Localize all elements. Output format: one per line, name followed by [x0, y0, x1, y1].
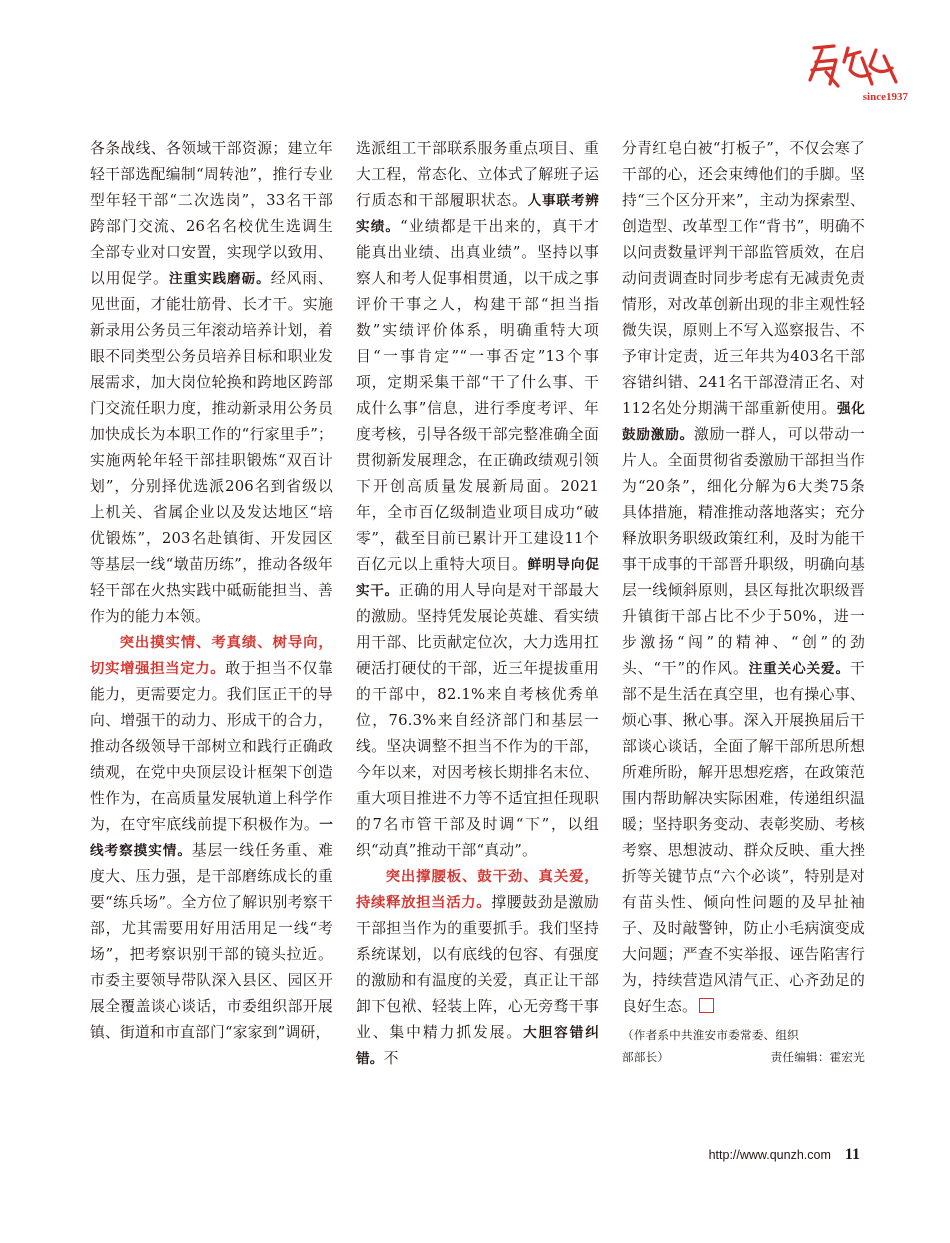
subheading-keyword: 强化鼓励激励。: [622, 401, 865, 443]
article-column-2: [356, 136, 599, 1072]
body-text: 激励一群人，可以带动一片人。全面贯彻省委激励干部担当作为“20条”，细化分解为6大类75条具体措施，精准推动落地落实；充分释放职务职级政策红利，及时为能干事干成事的干部晋升职级，明确向基层一线倾斜原则，县区每批次职级晋升镇街干部占比不少于50%，进一步激扬“闯”的精神、“创”的劲头、“干”的作风。: [622, 426, 866, 677]
author-note-line: （作者系中共淮安市委常委、组织: [622, 1028, 799, 1042]
body-text: 正确的用人导向是对干部最大的激励。坚持凭发展论英雄、看实绩用干部、比贡献定位次，大力选用扛硬活打硬仗的干部，近三年提拔重用的干部中，82.1%来自考核优秀单位，76.3%来自经济部门和基层一线。坚决调整不担当不作为的干部，今年以来，对因考核长期排名末位、重大项目推进不力等不适宜担任现职的7名市管干部及时调“下”，以组织“动真”推动干部“真动”。: [356, 582, 599, 859]
body-text: “业绩都是干出来的，真干才能真出业绩、出真业绩”。坚持以事察人和考人促事相贯通，以干成之事评价干事之人，构建干部“担当指数”实绩评价体系，明确重特大项目“一事肯定”“一事否定”13个事项，定期采集干部“干了什么事、干成什么事”信息，进行季度考评、年度考核，引导各级干部完整准确全面贯彻新发展理念，在正确政绩观引领下开创高质量发展新局面。2021年，全市百亿级制造业项目成功“破零”，截至目前已累计开工建设11个百亿元以上重特大项目。: [356, 218, 599, 573]
subheading-keyword: 人事联考辨实绩。: [356, 193, 600, 235]
body-text: 选派组工干部联系服务重点项目、重大工程，常态化、立体式了解班子运行质态和干部履职状态。: [356, 140, 599, 209]
body-text: 经风雨、见世面，才能壮筋骨、长才干。实施新录用公务员三年滚动培养计划，着眼不同类型公务员培养目标和职业发展需求，加大岗位轮换和跨地区跨部门交流任职力度，推动新录用公务员加快成长为本职工作的“行家里手”；实施两轮年轻干部挂职锻炼“双百计划”，分别择优选派206名到省级以上机关、省属企业以及发达地区“培优锻炼”，203名赴镇街、开发园区等基层一线“墩苗历练”，推动各级年轻干部在火热实践中砥砺能担当、善作为的能力本领。: [90, 270, 333, 625]
responsible-editor: 责任编辑：霍宏光: [770, 1050, 865, 1064]
body-text: 敢于担当不仅靠能力，更需要定力。我们匡正干的导向、增强干的动力、形成干的合力，推动各级领导干部树立和践行正确政绩观，在党中央顶层设计框架下创造性作为，在高质量发展轨道上科学作为，在守牢底线前提下积极作为。: [90, 660, 333, 833]
page-number: 11: [844, 1146, 860, 1163]
subheading-keyword: 注重实践磨砺。: [168, 271, 271, 287]
subheading-keyword: 大胆容错纠错。: [356, 1025, 599, 1067]
subheading-keyword: 注重关心关爱。: [748, 661, 850, 677]
paragraph: [90, 630, 333, 1046]
article-column-1: [90, 136, 333, 1046]
qunzhong-logo: [800, 40, 910, 108]
end-mark-icon: [699, 998, 714, 1013]
body-text: 不: [383, 1050, 399, 1067]
logo-brand-mark: [810, 46, 896, 86]
body-text: 各条战线、各领域干部资源；建立年轻干部选配编制“周转池”，推行专业型年轻干部“二次选岗”，33名干部跨部门交流、26名名校优生选调生全部专业对口安置，实现学以致用、以用促学。: [90, 140, 333, 287]
paragraph: [622, 136, 865, 1020]
page-footer: [709, 1146, 860, 1164]
logo-since-text: since1937: [862, 91, 908, 103]
paragraph: [90, 136, 333, 630]
subheading-keyword: 一线考察摸实情。: [90, 817, 333, 859]
section-heading: 突出摸实情、考真绩、树导向，切实增强担当定力。: [90, 635, 333, 677]
website-url: http://www.qunzh.com: [708, 1148, 831, 1162]
body-text: 分青红皂白被“打板子”，不仅会寒了干部的心，还会束缚他们的手脚。坚持“三个区分开来”，主动为探索型、创造型、改革型工作“背书”，明确不以问责数量评判干部监管质效，在启动问责调查时同步考虑有无减责免责情形，对改革创新出现的非主观性轻微失误，原则上不写入巡察报告、不予审计定责，近三年共为403名干部容错纠错、241名干部澄清正名、对112名处分期满干部重新使用。: [622, 140, 865, 417]
body-text: 撑腰鼓劲是激励干部担当作为的重要抓手。我们坚持系统谋划，以有底线的包容、有强度的激励和有温度的关爱，真正让干部卸下包袱、轻装上阵，心无旁骛干事业、集中精力抓发展。: [356, 894, 599, 1041]
subheading-keyword: 鲜明导向促实干。: [356, 557, 600, 599]
body-text: 基层一线任务重、难度大、压力强，是干部磨练成长的重要“练兵场”。全方位了解识别考察干部，尤其需要用好用活用足一线“考场”，把考察识别干部的镜头拉近。市委主要领导带队深入县区、园区开展全覆盖谈心谈话，市委组织部开展镇、街道和市直部门“家家到”调研，: [90, 842, 333, 1041]
section-heading: 突出撑腰板、鼓干劲、真关爱，持续释放担当活力。: [356, 869, 599, 911]
author-note-row: [622, 1046, 865, 1068]
paragraph: [356, 136, 599, 864]
body-text: 干部不是生活在真空里，也有操心事、烦心事、揪心事。深入开展换届后干部谈心谈话，全面了解干部所思所想所难所盼，解开思想疙瘩，在政策范围内帮助解决实际困难，传递组织温暖；坚持职务变动、表彰奖励、考核考察、思想波动、群众反映、重大挫折等关键节点“六个必谈”，特别是对有苗头性、倾向性问题的及早扯袖子、及时敲警钟，防止小毛病演变成大问题；严查不实举报、诬告陷害行为，持续营造风清气正、心齐劲足的良好生态。: [622, 660, 865, 1015]
author-note: [622, 1024, 865, 1068]
paragraph: [356, 864, 599, 1072]
author-note-line: 部部长）: [622, 1050, 670, 1064]
article-column-3: [622, 136, 865, 1068]
